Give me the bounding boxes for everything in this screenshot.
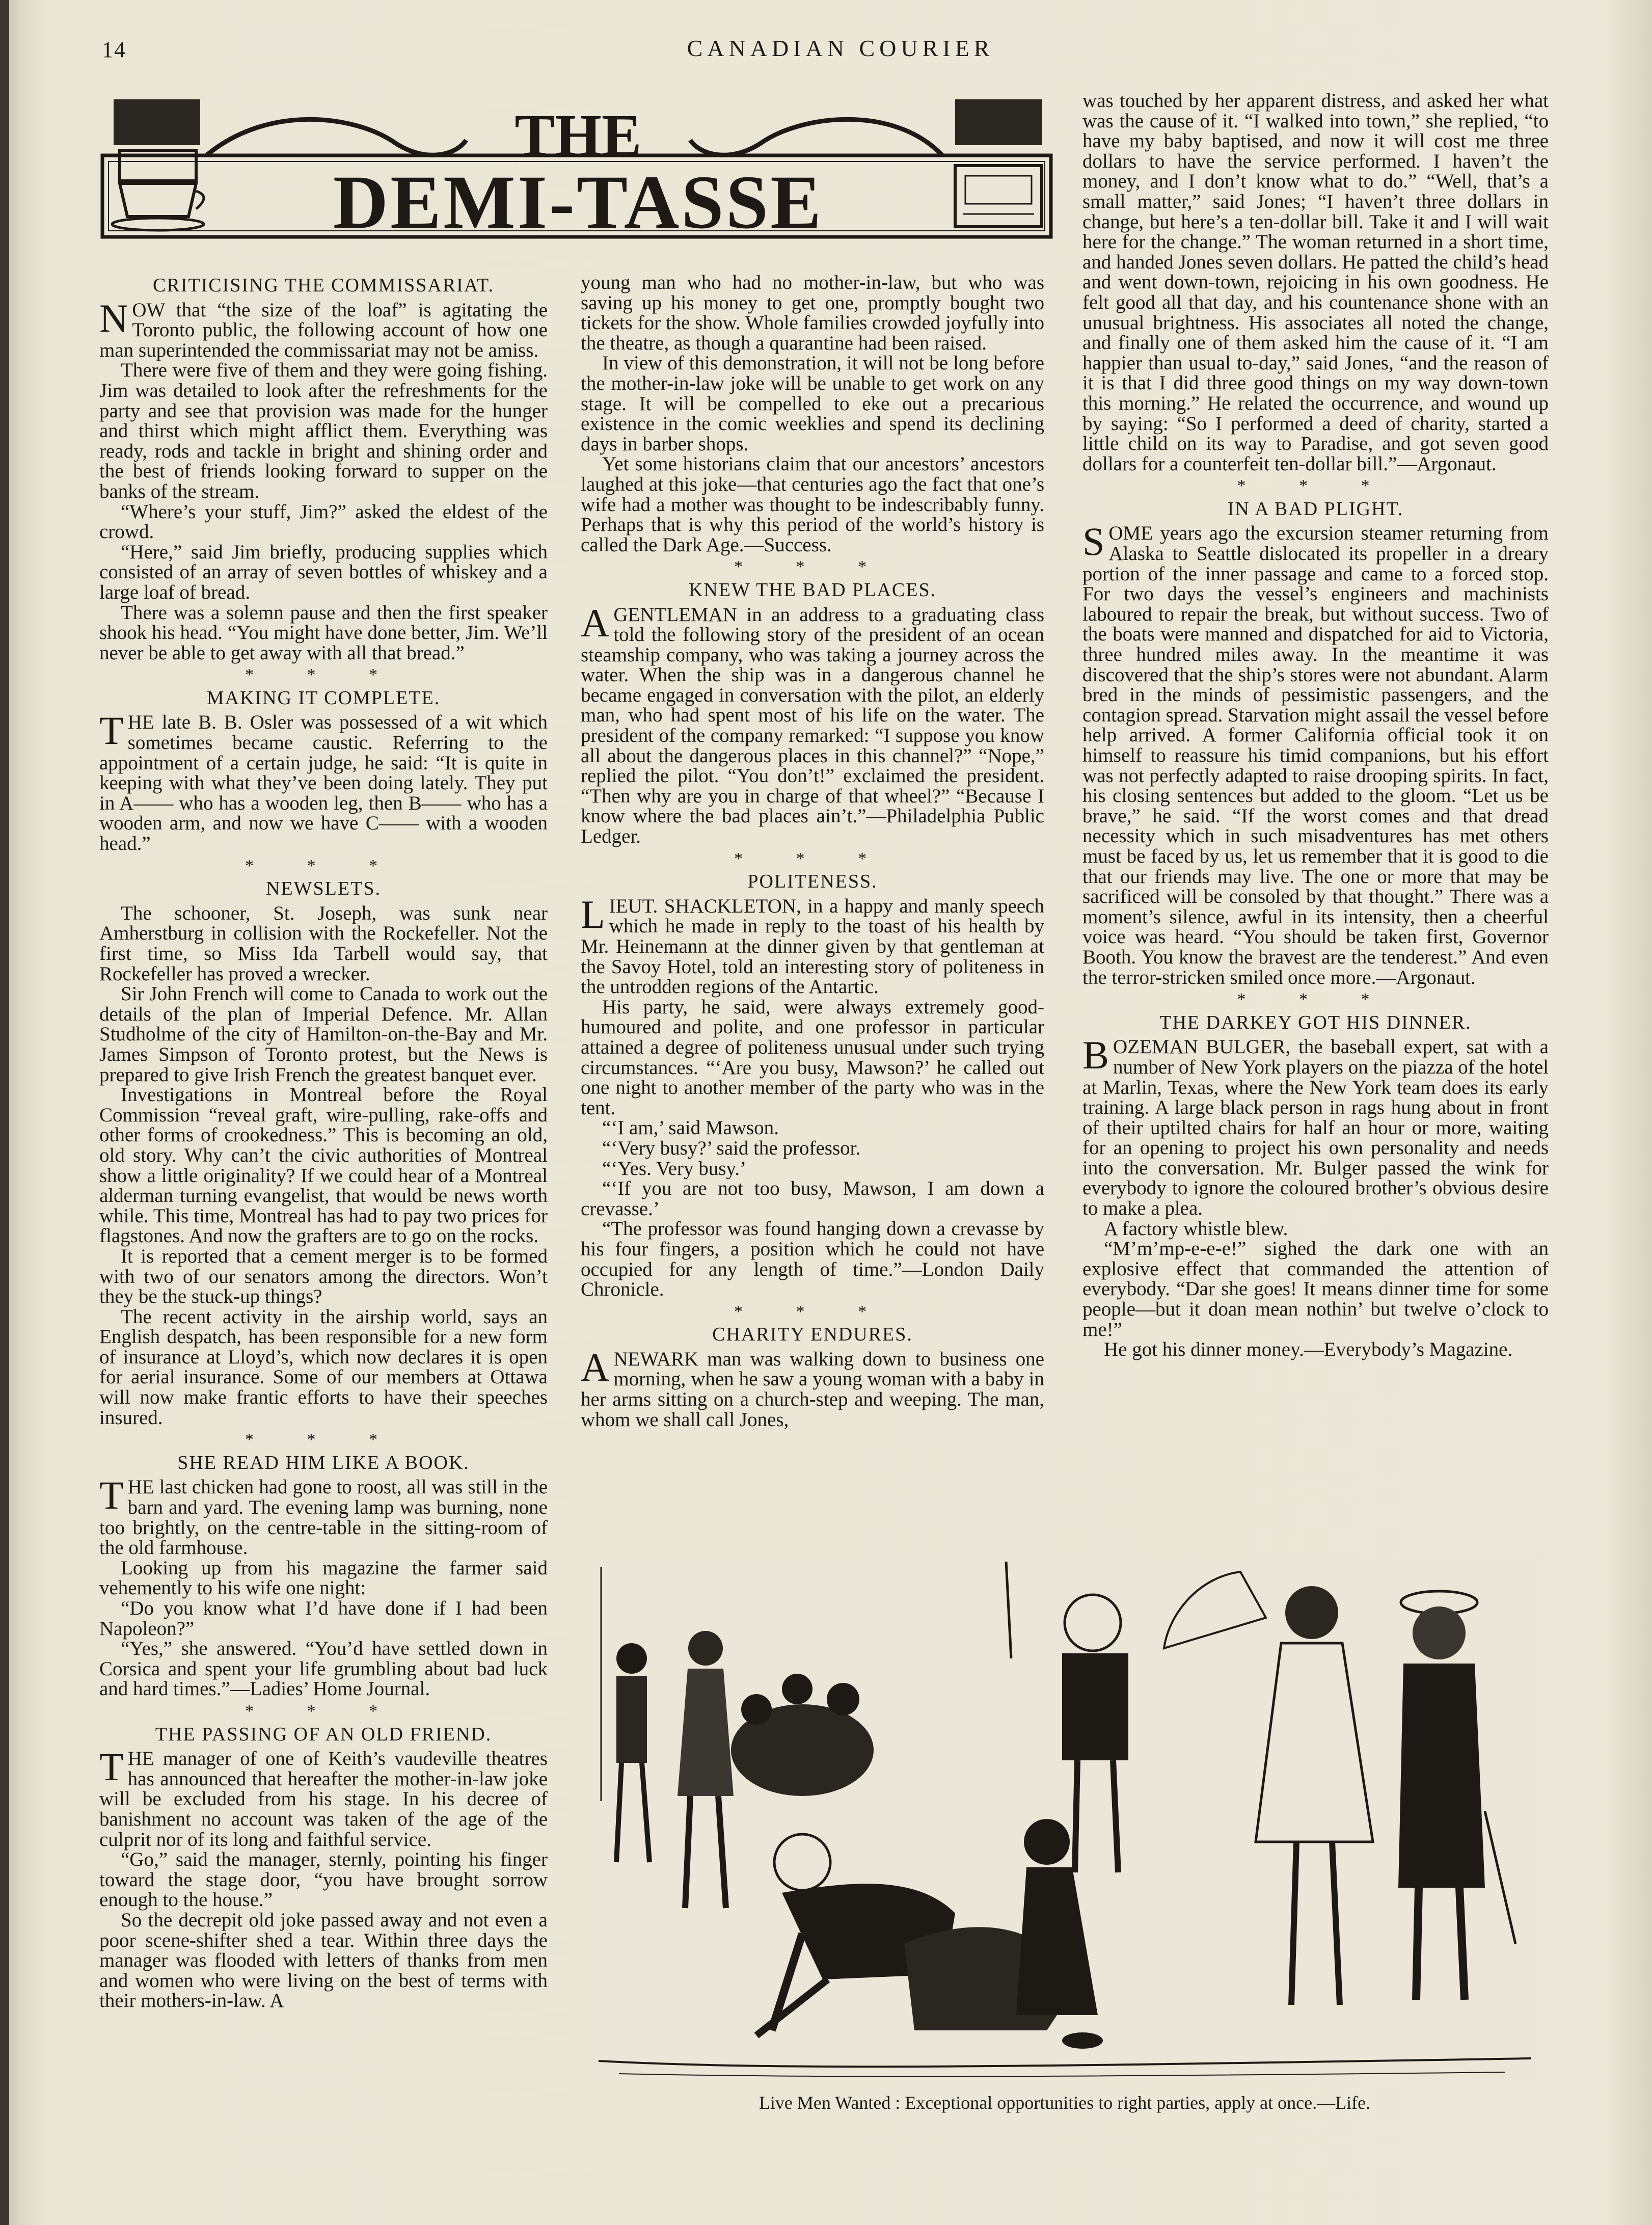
article-paragraph: “M’m’mp-e-e-e!” sighed the dark one with an explosive effect that commanded the attention of everybody. “Dar she goes! It means dinner time for some people—but it doan mean nothin’ but twelve o’clock to me!”	[1082, 1238, 1549, 1341]
section-divider: * * *	[734, 557, 891, 577]
article-paragraph: was touched by her apparent distress, and asked her what was the cause of it. “I walked into town,” she replied, “to have my baby baptised, and now it will cost me three dollars to have the service performed. I haven’t the money, and I don’t know what to do.” “Well, that’s a small matter,” said Jones; “I haven’t three dollars in change, but here’s a ten-dollar bill. Take it and I will wait here for the change.” The woman returned in a short time, and handed Jones seven dollars. He patted the child’s head and went down-town, rejoicing in his own goodness. He felt good all that day, and his countenance shone with an unusual brightness. His associates all noted the change, and finally one of them asked him the cause of it. “I am happier than usual to-day,” said Jones, “and the reason of it is that I did three good things on my way down-town this morning.” He related the occurrence, and wound up by saying: “So I performed a deed of charity, started a little child on its way to Paradise, and got seven good dollars for a counterfeit ten-dollar bill.”—Argonaut.	[1082, 90, 1549, 475]
article-paragraph: He got his dinner money.—Everybody’s Magazine.	[1104, 1338, 1513, 1361]
drop-cap: T	[99, 1473, 124, 1518]
article-lead-paragraph	[581, 1345, 1044, 1431]
section-divider: * * *	[734, 1302, 891, 1321]
article-paragraph: Yet some historians claim that our ancestors’ ancestors laughed at this joke—that centuries ago the fact that one’s wife had a mother was thought to be indescribably funny. Perhaps that is why this period of the world’s history is called the Dark Age.—Success.	[581, 453, 1044, 556]
steam-swirl-left	[206, 119, 466, 155]
drop-cap: T	[99, 708, 124, 753]
drop-cap: L	[581, 892, 605, 936]
column-3	[1082, 91, 1549, 1360]
article-paragraph: “The professor was found hanging down a crevasse by his four fingers, a position which he could not have occupied for any length of time.”—London Daily Chronicle.	[581, 1218, 1044, 1301]
article-paragraph: The recent activity in the airship world, says an English despatch, has been responsible for a new form of insurance at Lloyd’s, which now declares it is open for aerial insurance. Some of our members at Ottawa will now make frantic efforts to have their speeches insured.	[99, 1305, 548, 1429]
drop-cap: B	[1082, 1033, 1109, 1078]
article-paragraph: So the decrepit old joke passed away and not even a poor scene-shifter shed a tear. Within three days the manager was flooded with letters of thanks from men and women who were living on the best of terms with their mothers-in-law. A	[99, 1909, 548, 2012]
lead-text: OW that “the size of the loaf” is agitating the Toronto public, the following account of how one man superintended the commissariat may not be amiss.	[99, 299, 548, 361]
running-head: CANADIAN COURIER	[687, 35, 994, 61]
section-heading: THE PASSING OF AN OLD FRIEND.	[155, 1723, 492, 1745]
article-lead-paragraph	[99, 708, 548, 855]
lead-text: OME years ago the excursion steamer returning from Alaska to Seattle dislocated its propeller in a dreary portion of the inner passage and came to a forced stop. For two days the vessel’s engineers and machinists laboured to repair the break, but without success. Two of the boats were manned and dispatched for aid to Victoria, three hundred miles away. In the meantime it was discovered that the ship’s stores were not abundant. Alarm bred in the minds of pessimistic passengers, and the contagion spread. Starvation might assail the vessel before help arrived. A former California official took it on himself to reassure his timid companions, but his effort was not perfectly adapted to raise drooping spirits. In fact, his closing sentences but added to the gloom. “Let us be brave,” he said. “If the worst comes and that dread necessity which in such misadventures has met others must be faced by us, let us remember that it is good to die that our friends may live. The one or more that may be sacrificed will be consoled by that thought.” There was a moment’s silence, awful in its intensity, then a cheerful voice was heard. “You should be taken first, Governor Booth. You know the bravest are the tenderest.” And even the terror-stricken smiled once more.—Argonaut.	[1082, 522, 1549, 988]
article-paragraph: The schooner, St. Joseph, was sunk near Amherstburg in collision with the Rockefeller. Not the first time, so Miss Ida Tarbell would say, that Rockefeller has proved a wrecker.	[99, 902, 548, 985]
lead-text: HE manager of one of Keith’s vaudeville theatres has announced that hereafter the mother-in-law joke will be excluded from his stage. In his decree of banishment no account was taken of the age of the culprit nor of its long and faithful service.	[99, 1748, 548, 1851]
article-lead-paragraph	[1082, 519, 1549, 988]
lead-text: HE last chicken had gone to roost, all was still in the barn and yard. The evening lamp was burning, none too brightly, on the centre-table in the sitting-room of the old farmhouse.	[99, 1476, 548, 1559]
section-heading: KNEW THE BAD PLACES.	[688, 579, 937, 601]
article-paragraph: “Where’s your stuff, Jim?” asked the eldest of the crowd.	[99, 500, 548, 543]
section-heading: CRITICISING THE COMMISSARIAT.	[153, 275, 494, 296]
article-lead-paragraph	[99, 1473, 548, 1559]
demi-tasse-banner	[99, 94, 1054, 262]
article-paragraph: Investigations in Montreal before the Royal Commission “reveal graft, wire-pulling, rake-offs and other forms of crookedness.” This is becoming an old, old story. Why can’t the civic authorities of Montreal show a little originality? If we could hear of a Montreal alderman turning evangelist, that would be news worth while. This time, Montreal has had to pay two prices for flagstones. And now the grafters are to go on the rocks.	[99, 1084, 548, 1247]
article-paragraph: His party, he said, were always extremely good-humoured and polite, and one professor in particular attained a degree of politeness unusual under such trying circumstances. “‘Are you busy, Mawson?’ he called out one night to another member of the party who was in the tent.	[581, 996, 1044, 1119]
lead-text: HE late B. B. Osler was possessed of a wit which sometimes became caustic. Referring to the appointment of a certain judge, he said: “It is quite in keeping with what they’ve been doing lately. They put in A—— who has a wooden leg, then B—— who has a wooden arm, and now we have C—— with a wooden head.”	[99, 711, 548, 855]
drop-cap: S	[1082, 519, 1105, 564]
article-paragraph: “Go,” said the manager, sternly, pointing his finger toward the stage door, “you have brought sorrow enough to the house.”	[99, 1848, 548, 1911]
article-paragraph: Sir John French will come to Canada to work out the details of the plan of Imperial Defence. Mr. Allan Studholme of the city of Hamilton-on-the-Bay and Mr. James Simpson of Toronto protest, but the News is prepared to give Irish French the greatest banquet ever.	[99, 983, 548, 1086]
section-divider: * * *	[245, 1430, 402, 1450]
article-paragraph: It is reported that a cement merger is to be formed with two of our senators among the directors. Won’t they be the stuck-up things?	[99, 1245, 548, 1308]
section-divider: * * *	[1237, 476, 1394, 496]
article-paragraph: There were five of them and they were going fishing. Jim was detailed to look after the refreshments for the party and see that provision was made for the hunger and thirst which might afflict them. Everything was ready, rods and tackle in bright and shining order and the best of friends looking forward to supper on the banks of the stream.	[99, 359, 548, 502]
article-paragraph: “‘If you are not too busy, Mawson, I am down a crevasse.’	[581, 1177, 1044, 1220]
section-heading: IN A BAD PLIGHT.	[1227, 498, 1404, 520]
article-lead-paragraph	[581, 600, 1044, 848]
article-paragraph: “Here,” said Jim briefly, producing supplies which consisted of an array of seven bottles of whiskey and a large loaf of bread.	[99, 541, 548, 603]
article-paragraph: There was a solemn pause and then the first speaker shook his head. “You might have done better, Jim. We’ll never be able to get away with all that bread.”	[99, 601, 548, 664]
column-2	[581, 273, 1044, 1430]
binding-edge	[0, 0, 9, 2225]
beach-scene-illustration	[588, 1557, 1541, 2081]
article-lead-paragraph	[99, 296, 548, 361]
section-heading: THE DARKEY GOT HIS DINNER.	[1159, 1011, 1472, 1033]
illustration-caption: Live Men Wanted : Exceptional opportunities to right parties, apply at once.—Life.	[759, 2093, 1371, 2113]
drop-cap: T	[99, 1745, 124, 1789]
drop-cap: N	[99, 296, 128, 340]
lead-text: NEWARK man was walking down to business one morning, when he saw a young woman with a baby in her arms sitting on a church-step and weeping. The man, whom we shall call Jones,	[581, 1348, 1044, 1431]
section-divider: * * *	[1237, 990, 1394, 1009]
article-paragraph: “Do you know what I’d have done if I had been Napoleon?”	[99, 1597, 548, 1640]
section-divider: * * *	[245, 1701, 402, 1721]
section-divider: * * *	[245, 665, 402, 685]
banner-title-demi-tasse: DEMI-TASSE	[333, 160, 824, 245]
section-heading: NEWSLETS.	[266, 878, 381, 900]
page-number: 14	[102, 37, 126, 62]
article-paragraph: “‘Yes. Very busy.’	[602, 1157, 747, 1179]
section-heading: CHARITY ENDURES.	[712, 1324, 913, 1346]
lead-text: OZEMAN BULGER, the baseball expert, sat with a number of New York players on the piazza of the hotel at Marlin, Texas, where the New York team does its early training. A large black person in rags hung about in front of their uptilted chairs for half an hour or more, waiting for an opening to project his own personality and needs into the conversation. Mr. Bulger passed the wink for everybody to ignore the coloured brother’s obvious desire to make a plea.	[1082, 1036, 1549, 1220]
section-divider: * * *	[734, 849, 891, 868]
article-lead-paragraph	[1082, 1033, 1549, 1220]
article-paragraph: “‘Very busy?’ said the professor.	[602, 1137, 861, 1159]
section-heading: SHE READ HIM LIKE A BOOK.	[177, 1452, 470, 1473]
column-1	[99, 273, 548, 2011]
article-paragraph: young man who had no mother-in-law, but who was saving up his money to get one, promptly bought two tickets for the show. Whole families crowded joyfully into the theatre, as though a quarantine had been raised.	[581, 272, 1044, 354]
article-lead-paragraph	[99, 1745, 548, 1851]
section-heading: POLITENESS.	[747, 871, 878, 893]
drop-cap: A	[581, 1345, 610, 1389]
steam-swirl-right	[690, 119, 942, 155]
article-paragraph: Looking up from his magazine the farmer said vehemently to his wife one night:	[99, 1557, 548, 1599]
lead-text: IEUT. SHACKLETON, in a happy and manly speech which he made in reply to the toast of his health by Mr. Heinemann at the dinner given by that gentleman at the Savoy Hotel, told an interesting story of politeness in the untrodden regions of the Antartic.	[581, 895, 1044, 998]
section-heading: MAKING IT COMPLETE.	[206, 687, 441, 709]
article-paragraph: In view of this demonstration, it will not be long before the mother-in-law joke will be unable to get work on any stage. It will be compelled to eke out a precarious existence in the comic weeklies and spend its declining days in barber shops.	[581, 352, 1044, 455]
article-paragraph: “‘I am,’ said Mawson.	[602, 1117, 779, 1139]
turtle-on-sand	[1062, 2032, 1103, 2049]
cigar-box-icon	[955, 99, 1042, 227]
drop-cap: A	[581, 600, 610, 645]
article-paragraph: “Yes,” she answered. “You’d have settled down in Corsica and spent your life grumbling about bad luck and hard times.”—Ladies’ Home Journal.	[99, 1638, 548, 1700]
article-paragraph: A factory whistle blew.	[1104, 1217, 1288, 1240]
banner-title-the: THE	[514, 102, 642, 169]
lead-text: GENTLEMAN in an address to a graduating class told the following story of the president of an ocean steamship company, who was taking a journey across the water. When the ship was in a dangerous channel he became engaged in conversation with the pilot, an elderly man, who had spent most of his life on the water. The president of the company remarked: “I suppose you know all about the dangerous places in this channel?” “Nope,” replied the pilot. “You don’t!” exclaimed the president. “Then why are you in charge of that wheel?” “Because I know where the bad places ain’t.”—Philadelphia Public Ledger.	[581, 603, 1044, 848]
cups-icon	[112, 99, 204, 230]
section-divider: * * *	[245, 856, 402, 875]
article-lead-paragraph	[581, 892, 1044, 998]
